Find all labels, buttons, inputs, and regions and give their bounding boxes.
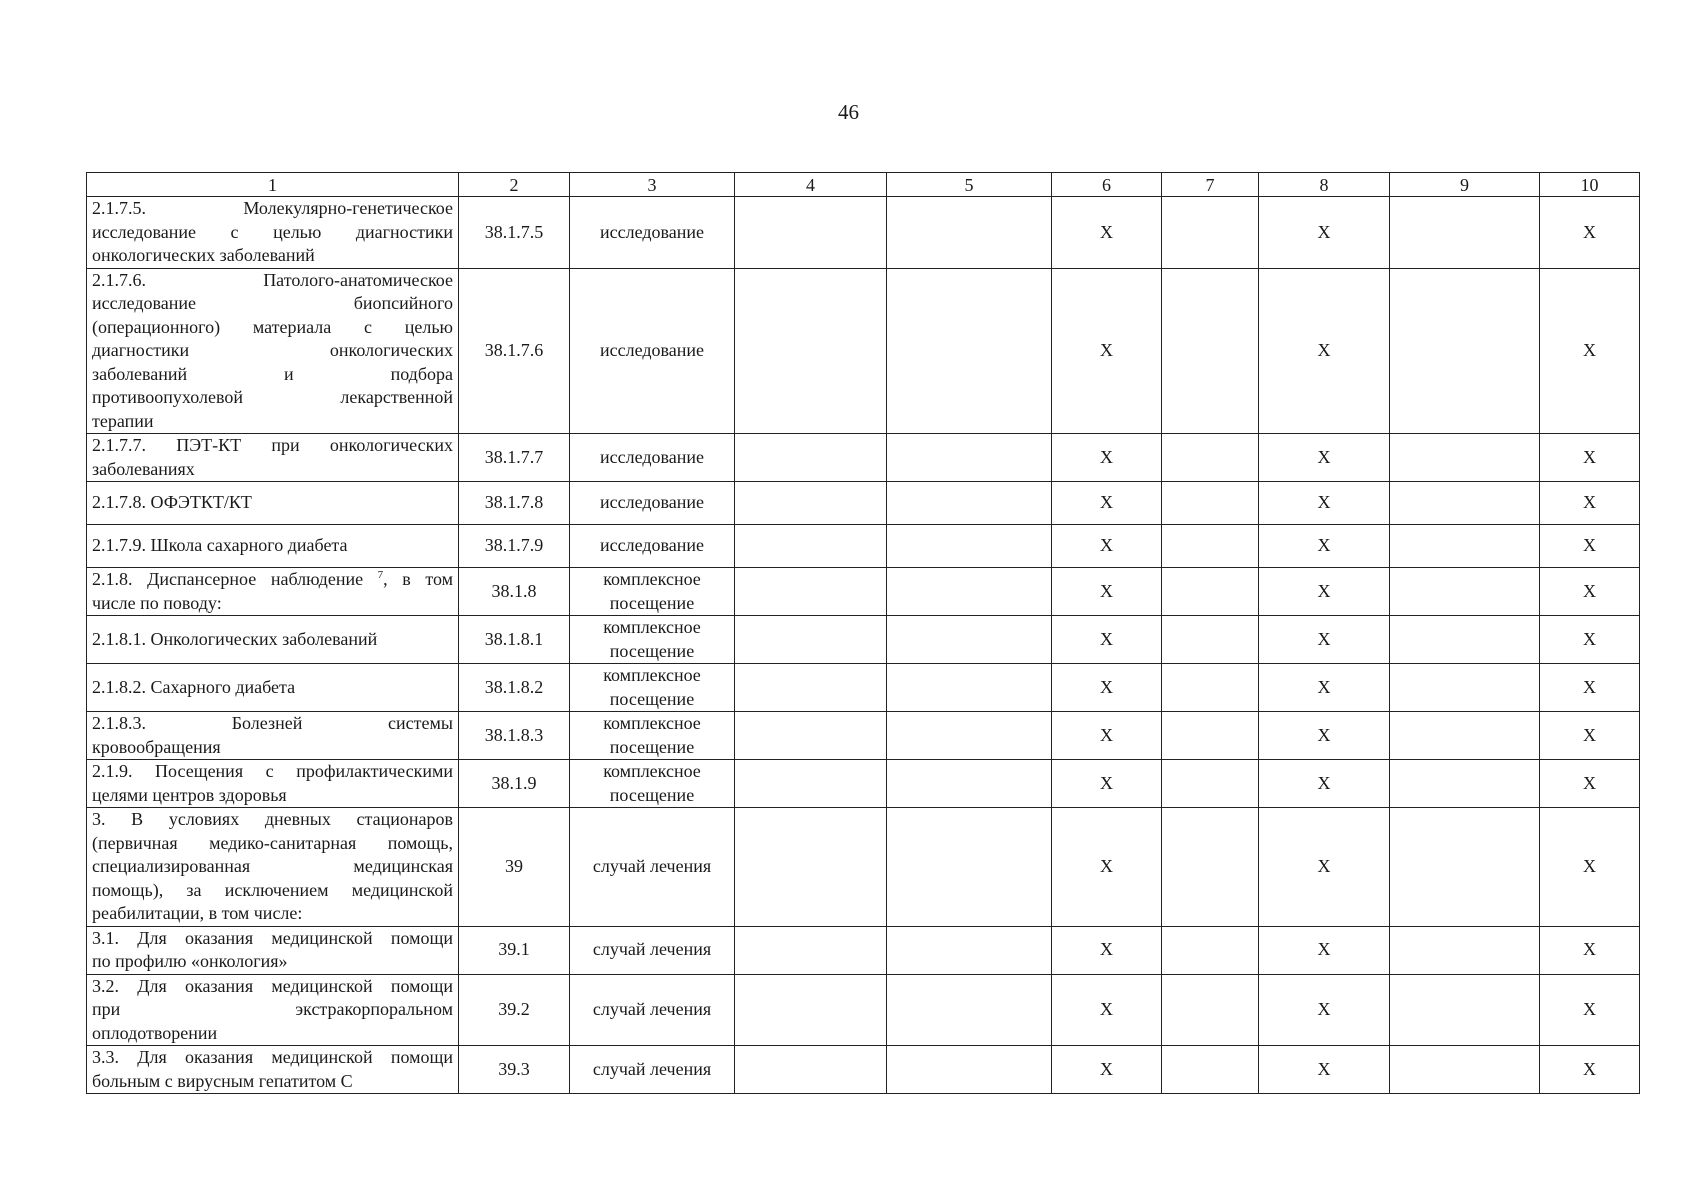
row-cell-c10: X [1540,525,1640,568]
table-body [87,197,1640,1094]
col-header: 1 [87,173,459,197]
row-cell-c4 [735,1046,887,1094]
row-cell-c4 [735,434,887,482]
row-cell-c8: X [1259,974,1390,1046]
row-name-line: 2.1.7.9. Школа сахарного диабета [92,535,348,556]
row-cell-c9 [1390,268,1540,434]
row-unit: исследование [570,268,735,434]
row-cell-c8: X [1259,197,1390,269]
row-name-line: 3.3. Для оказания медицинской помощи [92,1047,453,1067]
row-cell-c7 [1162,974,1259,1046]
row-cell-c7 [1162,664,1259,712]
row-cell-c7 [1162,434,1259,482]
table-row [87,974,1640,1046]
row-name-line: 2.1.8.2. Сахарного диабета [92,676,296,697]
row-unit: случай лечения [570,926,735,974]
row-name-line: целями центров здоровья [92,784,287,805]
row-cell-c9 [1390,808,1540,927]
row-cell-c5 [887,712,1052,760]
row-name [87,482,459,525]
row-name-line: по профилю «онкология» [92,951,288,971]
row-cell-c9 [1390,974,1540,1046]
row-name-line: 2.1.9. Посещения с профилактическими [92,761,453,781]
row-cell-c4 [735,525,887,568]
row-cell-c10: X [1540,926,1640,974]
row-unit: случай лечения [570,1046,735,1094]
row-cell-c8: X [1259,568,1390,616]
row-cell-c6: X [1052,712,1162,760]
row-name-line: 2.1.7.5. Молекулярно-генетическое [92,198,453,218]
row-code: 39.1 [459,926,570,974]
row-name [87,974,459,1046]
row-cell-c8: X [1259,482,1390,525]
row-cell-c7 [1162,926,1259,974]
row-name-line: при экстракорпоральном [92,999,453,1019]
table-row [87,616,1640,664]
row-cell-c6: X [1052,808,1162,927]
table-row [87,268,1640,434]
row-name-line: заболеваниях [92,458,195,479]
row-cell-c6: X [1052,568,1162,616]
row-name-line: терапии [92,410,154,431]
row-cell-c8: X [1259,808,1390,927]
row-cell-c7 [1162,760,1259,808]
row-name-line: больным с вирусным гепатитом С [92,1070,353,1091]
row-cell-c10: X [1540,760,1640,808]
row-name [87,1046,459,1094]
row-name-line: (первичная медико-санитарная помощь, [92,832,453,853]
row-code: 38.1.7.5 [459,197,570,269]
table-row [87,482,1640,525]
row-name [87,616,459,664]
row-cell-c10: X [1540,568,1640,616]
row-cell-c7 [1162,808,1259,927]
row-name-line: числе по поводу: [92,592,222,613]
row-cell-c8: X [1259,525,1390,568]
row-cell-c4 [735,616,887,664]
row-code: 38.1.8.1 [459,616,570,664]
row-unit: комплексное посещение [570,616,735,664]
row-cell-c6: X [1052,664,1162,712]
row-cell-c10: X [1540,1046,1640,1094]
row-name-line: (операционного) материала с целью [92,316,453,337]
row-cell-c6: X [1052,760,1162,808]
row-cell-c7 [1162,482,1259,525]
row-name [87,434,459,482]
row-cell-c5 [887,808,1052,927]
row-name-line: специализированная медицинская [92,856,453,876]
row-cell-c7 [1162,712,1259,760]
row-cell-c10: X [1540,482,1640,525]
row-cell-c9 [1390,664,1540,712]
row-cell-c4 [735,760,887,808]
row-cell-c5 [887,197,1052,269]
table-row [87,712,1640,760]
row-name-line: 2.1.8.1. Онкологических заболеваний [92,628,378,649]
row-code: 38.1.8 [459,568,570,616]
row-cell-c5 [887,434,1052,482]
row-cell-c9 [1390,525,1540,568]
row-unit: исследование [570,482,735,525]
row-cell-c10: X [1540,808,1640,927]
row-name-line: 2.1.7.6. Патолого-анатомическое [92,269,453,290]
row-cell-c5 [887,568,1052,616]
table-row [87,525,1640,568]
row-cell-c8: X [1259,664,1390,712]
row-name [87,525,459,568]
row-code: 38.1.8.3 [459,712,570,760]
col-header: 6 [1052,173,1162,197]
row-name-line: онкологических заболеваний [92,245,315,265]
row-name-line: оплодотворении [92,1022,218,1043]
row-cell-c8: X [1259,926,1390,974]
row-name-line: 3. В условиях дневных стационаров [92,809,453,829]
row-name [87,760,459,808]
row-cell-c6: X [1052,434,1162,482]
row-unit: комплексное посещение [570,712,735,760]
row-cell-c10: X [1540,616,1640,664]
row-name-line: 3.2. Для оказания медицинской помощи [92,975,453,996]
row-unit: случай лечения [570,808,735,927]
row-cell-c9 [1390,568,1540,616]
row-code: 38.1.8.2 [459,664,570,712]
row-name-line: кровообращения [92,736,221,757]
row-cell-c9 [1390,197,1540,269]
row-name-line: исследование биопсийного [92,293,453,313]
row-cell-c10: X [1540,197,1640,269]
row-cell-c6: X [1052,1046,1162,1094]
row-code: 38.1.7.9 [459,525,570,568]
row-cell-c7 [1162,568,1259,616]
row-cell-c10: X [1540,664,1640,712]
row-cell-c7 [1162,197,1259,269]
row-cell-c5 [887,664,1052,712]
row-cell-c6: X [1052,616,1162,664]
row-cell-c5 [887,616,1052,664]
row-cell-c9 [1390,760,1540,808]
table-row [87,568,1640,616]
row-cell-c4 [735,664,887,712]
row-name-line: противоопухолевой лекарственной [92,387,453,407]
row-cell-c5 [887,1046,1052,1094]
table-row [87,808,1640,927]
col-header: 10 [1540,173,1640,197]
row-cell-c10: X [1540,974,1640,1046]
row-name-line: реабилитации, в том числе: [92,903,303,923]
row-cell-c6: X [1052,482,1162,525]
row-unit: комплексное посещение [570,568,735,616]
row-name [87,197,459,269]
row-code: 38.1.7.8 [459,482,570,525]
col-header: 9 [1390,173,1540,197]
row-cell-c8: X [1259,434,1390,482]
table-row [87,197,1640,269]
row-unit: исследование [570,434,735,482]
row-cell-c9 [1390,482,1540,525]
row-unit: комплексное посещение [570,664,735,712]
data-table [86,172,1640,1094]
row-cell-c6: X [1052,525,1162,568]
table-row [87,434,1640,482]
row-cell-c5 [887,974,1052,1046]
row-cell-c4 [735,482,887,525]
row-cell-c10: X [1540,434,1640,482]
row-name-line: заболеваний и подбора [92,363,453,384]
row-name-line: 2.1.7.7. ПЭТ-КТ при онкологических [92,435,453,455]
col-header: 3 [570,173,735,197]
row-cell-c4 [735,197,887,269]
row-cell-c6: X [1052,268,1162,434]
row-cell-c5 [887,482,1052,525]
row-code: 38.1.9 [459,760,570,808]
row-cell-c8: X [1259,760,1390,808]
table-row [87,760,1640,808]
col-header: 4 [735,173,887,197]
row-cell-c4 [735,974,887,1046]
row-cell-c8: X [1259,616,1390,664]
row-name [87,664,459,712]
table-header-row [87,173,1640,197]
row-cell-c7 [1162,616,1259,664]
row-code: 38.1.7.6 [459,268,570,434]
row-cell-c8: X [1259,268,1390,434]
row-name [87,568,459,616]
row-cell-c9 [1390,1046,1540,1094]
row-cell-c9 [1390,712,1540,760]
row-cell-c7 [1162,268,1259,434]
row-cell-c4 [735,926,887,974]
col-header: 8 [1259,173,1390,197]
row-cell-c5 [887,926,1052,974]
row-name-line: 2.1.8.3. Болезней системы [92,713,453,733]
row-unit: комплексное посещение [570,760,735,808]
row-cell-c5 [887,268,1052,434]
table-row [87,1046,1640,1094]
row-name [87,712,459,760]
table-row [87,664,1640,712]
row-cell-c10: X [1540,268,1640,434]
row-name-line: 2.1.8. Диспансерное наблюдение $^7$, в том [92,569,453,589]
row-code: 39.2 [459,974,570,1046]
row-unit: случай лечения [570,974,735,1046]
row-cell-c8: X [1259,712,1390,760]
row-name [87,808,459,927]
row-cell-c6: X [1052,197,1162,269]
row-cell-c4 [735,568,887,616]
row-code: 38.1.7.7 [459,434,570,482]
row-name [87,926,459,974]
row-name-line: диагностики онкологических [92,340,453,360]
row-cell-c8: X [1259,1046,1390,1094]
row-unit: исследование [570,525,735,568]
row-cell-c6: X [1052,974,1162,1046]
row-name-line: исследование с целью диагностики [92,221,453,242]
row-code: 39 [459,808,570,927]
row-cell-c4 [735,808,887,927]
row-cell-c4 [735,268,887,434]
row-name [87,268,459,434]
row-cell-c9 [1390,434,1540,482]
col-header: 7 [1162,173,1259,197]
page-number: 46 [838,100,859,124]
row-cell-c5 [887,525,1052,568]
row-unit: исследование [570,197,735,269]
row-name-line: помощь), за исключением медицинской [92,879,453,900]
row-cell-c9 [1390,616,1540,664]
row-name-line: 2.1.7.8. ОФЭТКТ/КТ [92,492,252,513]
row-cell-c5 [887,760,1052,808]
row-cell-c7 [1162,525,1259,568]
col-header: 5 [887,173,1052,197]
row-cell-c10: X [1540,712,1640,760]
row-code: 39.3 [459,1046,570,1094]
table-row [87,926,1640,974]
row-cell-c4 [735,712,887,760]
row-cell-c7 [1162,1046,1259,1094]
row-name-line: 3.1. Для оказания медицинской помощи [92,927,453,948]
row-cell-c6: X [1052,926,1162,974]
row-cell-c9 [1390,926,1540,974]
col-header: 2 [459,173,570,197]
